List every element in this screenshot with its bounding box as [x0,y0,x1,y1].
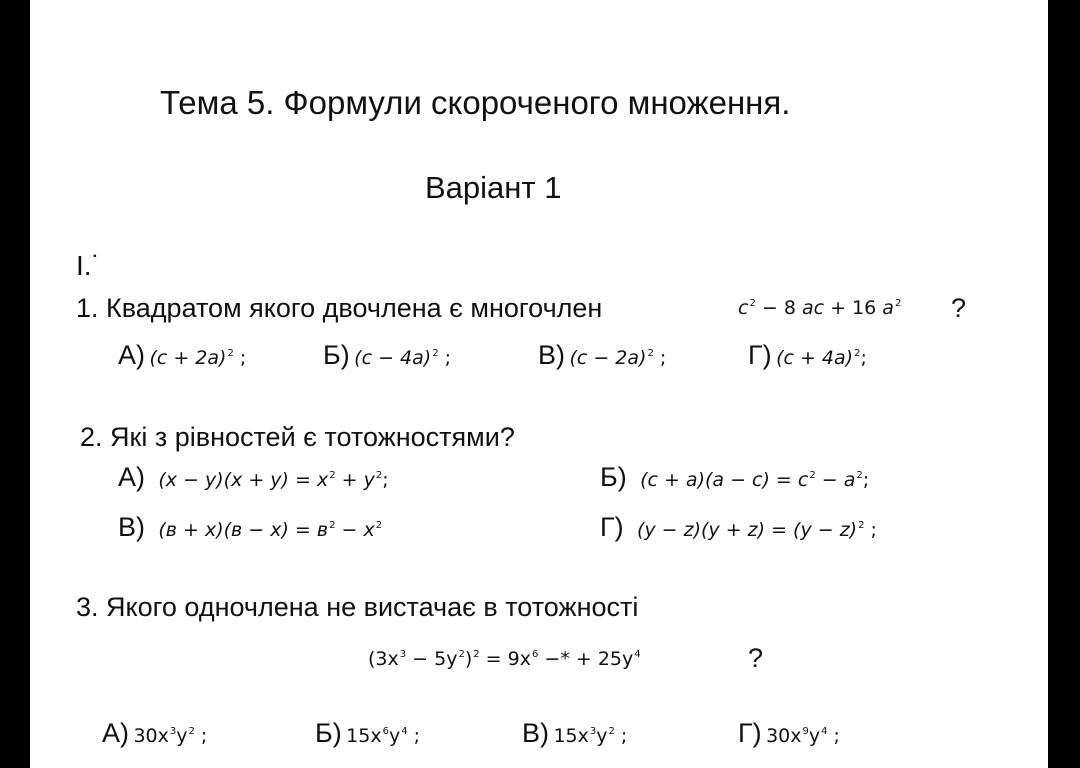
page-title: Тема 5. Формули скороченого множення. [160,84,791,121]
question-1-qmark: ? [951,293,967,323]
q1-option-d[interactable]: Г) $(c + 4a)^2$; [748,340,867,370]
q2-option-b[interactable]: Б) $(c + a)(a - c) = c^2 - a^2$; [600,462,870,492]
q3-option-a[interactable]: А) $30x^3y^2$ ; [102,718,208,748]
question-3-text: 3. Якого одночлена не вистачає в тотожності [76,592,639,622]
q3-option-d[interactable]: Г) $30x^9y^4$ ; [738,718,840,748]
worksheet [30,0,1048,768]
question-1-text: 1. Квадратом якого двочлена є многочлен [76,293,603,323]
q3-option-b[interactable]: Б) $15x^6y^4$ ; [315,718,421,748]
q1-option-c[interactable]: В) $(c - 2a)^2$ ; [538,340,667,370]
variant-heading: Варіант 1 [425,170,562,205]
q1-option-b[interactable]: Б) $(c - 4a)^2$ ; [323,340,452,370]
q2-option-a[interactable]: А) $(x - y)(x + y) = x^2 + y^2$; [118,462,389,492]
q2-option-d[interactable]: Г) $(y - z)(y + z) = (y - z)^2$ ; [600,512,877,542]
question-3-identity: $(3x^3 - 5y^2)^2 = 9x^6$ −* + $25y^4$ [368,648,641,670]
q2-option-c[interactable]: В) $(в + x)(в - x) = в^2 - x^2$ [118,512,383,542]
question-2-text: 2. Які з рівностей є тотожностями? [80,422,515,452]
q3-option-c[interactable]: В) $15x^3y^2$ ; [522,718,628,748]
question-3-qmark: ? [748,643,764,673]
section-label: I.˙ [76,250,101,281]
q1-option-a[interactable]: А) $(c + 2a)^2$ ; [118,340,247,370]
question-1-expression: $c^2 - 8$ ac + 16 $a^2$ [738,297,902,319]
